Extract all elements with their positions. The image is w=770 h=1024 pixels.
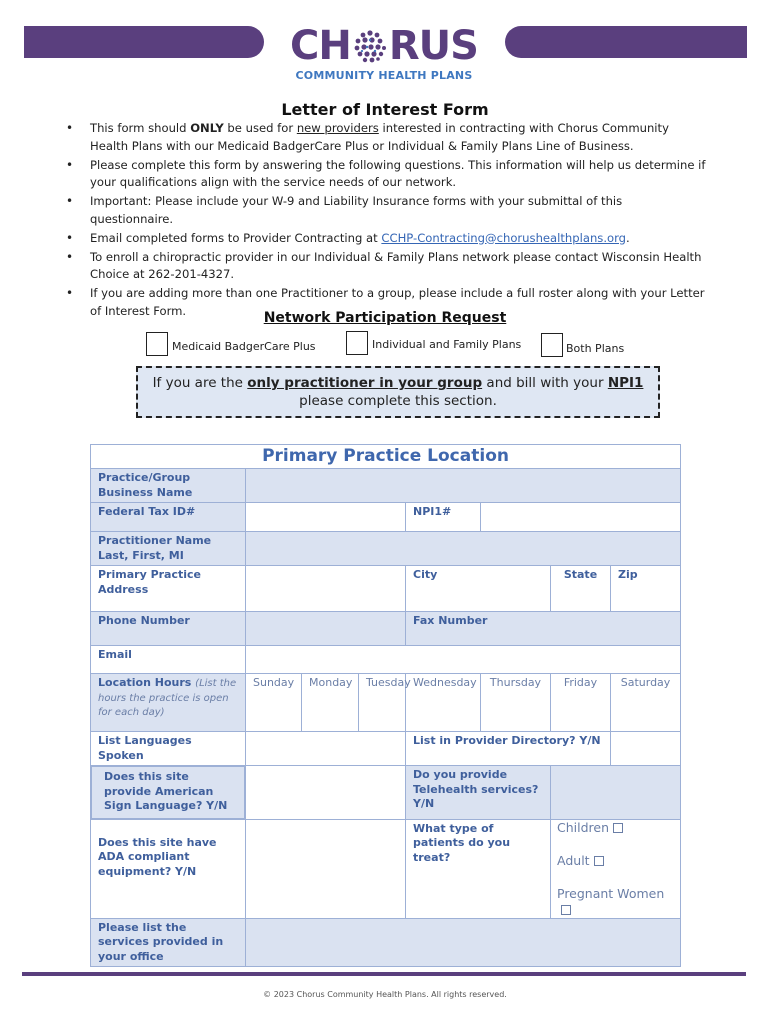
patients-options [551,819,681,918]
hours-thursday[interactable]: Thursday [481,674,551,732]
section-title: Primary Practice Location [91,445,681,469]
asl-cell [91,766,246,820]
individual-family-checkbox[interactable] [346,331,368,355]
practitioner-name-label: Practitioner Name Last, First, MI [91,532,246,566]
medicaid-checkbox[interactable] [146,332,168,356]
globe-dots-icon [353,29,387,63]
location-hours-cell [91,674,246,732]
pregnant-women-checkbox[interactable] [561,905,571,915]
npi-label: NPI1# [406,503,481,532]
logo-text-ch: CH [290,23,351,69]
address-label: Primary Practice Address [91,566,246,612]
hours-wednesday[interactable]: Wednesday [406,674,481,732]
instruction-item: • This form should ONLY be used for new providers interested in contracting with Chorus Community Health Plans with our Medicaid BadgerCare Plus or Individual & Family Plans Line of Business. [66,120,706,155]
directory-label: List in Provider Directory? Y/N [406,732,611,766]
instructions-list [66,120,706,322]
tax-id-label: Federal Tax ID# [91,503,246,532]
header-bar-right [505,26,747,58]
state-label: State [563,568,598,581]
medicaid-label: Medicaid BadgerCare Plus [172,340,316,353]
hours-tuesday[interactable]: Tuesday [359,674,406,732]
business-name-label: Practice/Group Business Name [91,469,246,503]
contracting-email-link[interactable]: CCHP-Contracting@chorushealthplans.org [381,230,627,245]
practitioner-name-field[interactable] [246,532,681,566]
location-hours-label: Location Hours [98,676,192,689]
email-field[interactable] [246,646,681,674]
email-label: Email [91,646,246,674]
adult-checkbox[interactable] [594,856,604,866]
option-adult[interactable]: Adult [557,853,674,869]
address-field[interactable] [246,566,406,612]
children-checkbox[interactable] [613,823,623,833]
instruction-item: • If you are adding more than one Practitioner to a group, please include a full roster along with your Letter of Interest Form. [66,285,706,320]
individual-family-label: Individual and Family Plans [372,338,522,351]
city-field[interactable] [406,566,551,612]
instruction-item: • Important: Please include your W-9 and Liability Insurance forms with your submittal of this questionnaire. [66,193,706,228]
phone-field[interactable] [246,612,406,646]
zip-field[interactable] [611,566,681,612]
logo-subtitle: COMMUNITY HEALTH PLANS [295,69,473,82]
languages-label: List Languages Spoken [91,732,246,766]
asl-field[interactable] [246,766,406,820]
option-pregnant-women[interactable]: Pregnant Women [557,886,674,918]
services-field[interactable] [246,918,681,967]
fax-label: Fax Number [413,614,488,627]
state-field[interactable] [551,566,611,612]
zip-label: Zip [618,568,638,581]
chorus-logo [263,24,505,90]
option-children[interactable]: Children [557,820,674,836]
both-plans-checkbox[interactable] [541,333,563,357]
city-label: City [413,568,438,581]
both-plans-label: Both Plans [566,342,625,355]
network-participation-title: Network Participation Request [263,310,507,326]
ada-label: Does this site have ADA compliant equipment? Y/N [91,819,246,918]
hours-monday[interactable]: Monday [302,674,359,732]
phone-label: Phone Number [91,612,246,646]
footer-divider [22,972,746,976]
services-label: Please list the services provided in your office [91,918,246,967]
tax-id-field[interactable] [246,503,406,532]
instruction-item: • To enroll a chiropractic provider in our Individual & Family Plans network please contact Wisconsin Health Choice at 262-201-4327. [66,249,706,284]
footer-copyright: © 2023 Chorus Community Health Plans. All rights reserved. [263,990,507,999]
patients-label: What type of patients do you treat? [406,819,551,918]
hours-saturday[interactable]: Saturday [611,674,681,732]
only-practitioner-notice: If you are the only practitioner in your group and bill with your NPI1 please complete this section. [136,366,660,418]
telehealth-field[interactable] [551,766,681,820]
languages-field[interactable] [246,732,406,766]
ada-field[interactable] [246,819,406,918]
primary-practice-table [90,444,681,967]
npi-field[interactable] [481,503,681,532]
telehealth-label: Do you provide Telehealth services? Y/N [406,766,551,820]
logo-text-rus: RUS [388,23,478,69]
location-hours-hint: (List the hours the practice is open for each day) [98,678,237,718]
hours-sunday[interactable]: Sunday [246,674,302,732]
logo-wordmark [290,24,478,68]
form-title: Letter of Interest Form [281,100,489,119]
directory-field[interactable] [611,732,681,766]
business-name-field[interactable] [246,469,681,503]
instruction-item: • Please complete this form by answering the following questions. This information will help us determine if your qualifications align with the service needs of our network. [66,157,706,192]
instruction-item: • Email completed forms to Provider Contracting at CCHP-Contracting@chorushealthplans.org. [66,230,706,248]
asl-label: Does this site provide American Sign Language? Y/N [91,766,245,819]
fax-field[interactable] [406,612,681,646]
header-bar-left [24,26,264,58]
hours-friday[interactable]: Friday [551,674,611,732]
